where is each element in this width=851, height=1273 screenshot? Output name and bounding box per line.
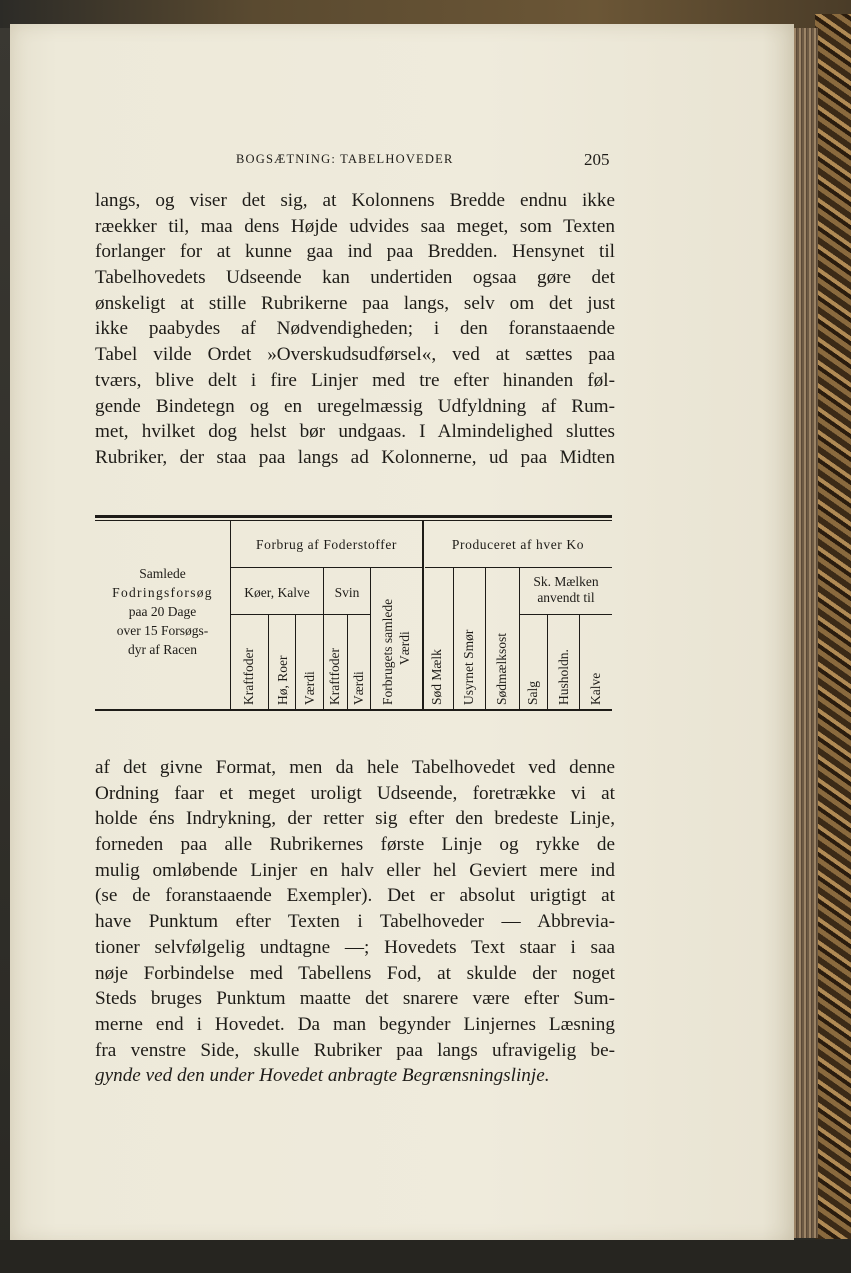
colhead-forbrug-samlede: Forbrugets samlede [380,598,395,705]
text-line: Ordning faar et meget uroligt Udseende, foretrække vi at [95,782,615,804]
text-line: holde éns Indrykning, der retter sig efter den bredeste Linje, [95,808,615,830]
text-line: Tabelhovedets Udseende kan undertiden ogsaa gøre det [95,267,615,289]
page-number: 205 [584,150,610,169]
colhead-vaerdi-koer: Værdi [302,671,317,705]
stub-line: Samlede [139,566,186,581]
col-divider [485,568,486,709]
col-divider [547,615,548,709]
text-line: Steds bruges Punktum maatte det snarere være efter Sum- [95,988,615,1010]
group-head-forbrug: Forbrug af Foderstoffer [255,537,398,552]
text-line: fra venstre Side, skulle Rubriker paa langs ufravigelig be- [95,1039,615,1061]
subhead-line: Sk. Mælken [533,574,599,589]
group-head-produceret: Produceret af hver Ko [451,537,585,552]
text-line: af det givne Format, men da hele Tabelhovedet ved denne [95,757,615,778]
stub-line: dyr af Racen [128,642,197,657]
text-line: gende Bindetegn og en uregelmæssig Udfyldning af Rum- [95,395,615,417]
col-divider [295,615,296,709]
col-divider [579,615,580,709]
book-bottom-edge [0,1240,851,1273]
paragraph-top [95,188,615,471]
text-line: Tabel vilde Ordet »Overskudsudførsel«, ved at sættes paa [95,344,615,366]
colhead-kraftfoder-svin: Kraftfoder [327,648,342,705]
text-line: Rubriker, der staa paa langs ad Kolonnerne, ud paa Midten [95,446,615,468]
colhead-sod-maelk: Sød Mælk [429,649,444,705]
subhead-sk-maelken [520,574,612,606]
text-line: tioner selvfølgelig undtagne —; Hovedets Text staar i saa [95,936,615,958]
page-stack-edge [792,28,818,1238]
colhead-ho-roer: Hø, Roer [275,655,290,705]
text-line: tværs, blive delt i fire Linjer med tre efter hinanden føl- [95,369,615,391]
text-line: met, hvilket dog helst bør undgaas. I Almindelighed sluttes [95,421,615,443]
colhead-sodmaelksost: Sødmælksost [494,632,509,705]
table-top-rule-thin [95,520,612,521]
text-line: (se de foranstaaende Exempler). Det er absolut urigtigt at [95,885,615,907]
colhead-kraftfoder-koer: Kraftfoder [241,648,256,705]
table-header-example [95,515,612,713]
colhead-forbrug-vaerdi: Værdi [397,631,412,665]
rule-under-sk [519,614,612,615]
text-line: langs, og viser det sig, at Kolonnens Bredde endnu ikke [95,190,615,211]
colhead-husholdn: Husholdn. [556,649,571,705]
table-stub [95,564,230,659]
stub-line: Fodringsforsøg [112,585,213,600]
colhead-vaerdi-svin: Værdi [351,671,366,705]
text-line: nøje Forbindelse med Tabellens Fod, at skulde der noget [95,962,615,984]
paragraph-bottom [95,755,615,1089]
stub-line: paa 20 Dage [128,604,197,619]
marbled-cover [815,14,851,1239]
col-divider [347,615,348,709]
running-head: BOGSÆTNING: TABELHOVEDER [236,152,454,166]
table-bottom-rule [95,709,612,711]
text-line: gynde ved den under Hovedet anbragte Begrænsningslinje. [95,1065,550,1087]
col-divider [268,615,269,709]
text-line: have Punktum efter Texten i Tabelhoveder — Abbrevia- [95,911,615,933]
text-line: forneden paa alle Rubrikernes første Linje og rykke de [95,834,615,856]
subhead-line: anvendt til [537,590,595,605]
colhead-usyrnet-smor: Usyrnet Smør [461,629,476,705]
text-line: ræekker til, maa dens Højde udvides saa meget, som Texten [95,215,615,237]
rule-under-forbrug [230,567,422,568]
text-line: ikke paabydes af Nødvendigheden; i den foranstaaende [95,318,615,340]
table-top-rule [95,515,612,518]
colhead-salg: Salg [525,680,540,705]
col-divider [453,568,454,709]
text-line: mulig omløbende Linjer en halv eller hel Geviert mere ind [95,859,615,881]
col-divider [370,568,371,709]
text-line: forlanger for at kunne gaa ind paa Bredden. Hensynet til [95,241,615,263]
text-line: merne end i Hovedet. Da man begynder Linjernes Læsning [95,1013,615,1035]
rule-under-subgroups [230,614,370,615]
stub-line: over 15 Forsøgs- [116,623,209,638]
subhead-svin: Svin [334,585,360,600]
colhead-kalve: Kalve [588,672,603,705]
text-line: ønskeligt at stille Rubrikerne paa langs, selv om det just [95,292,615,314]
subhead-koer-kalve: Køer, Kalve [244,585,310,600]
